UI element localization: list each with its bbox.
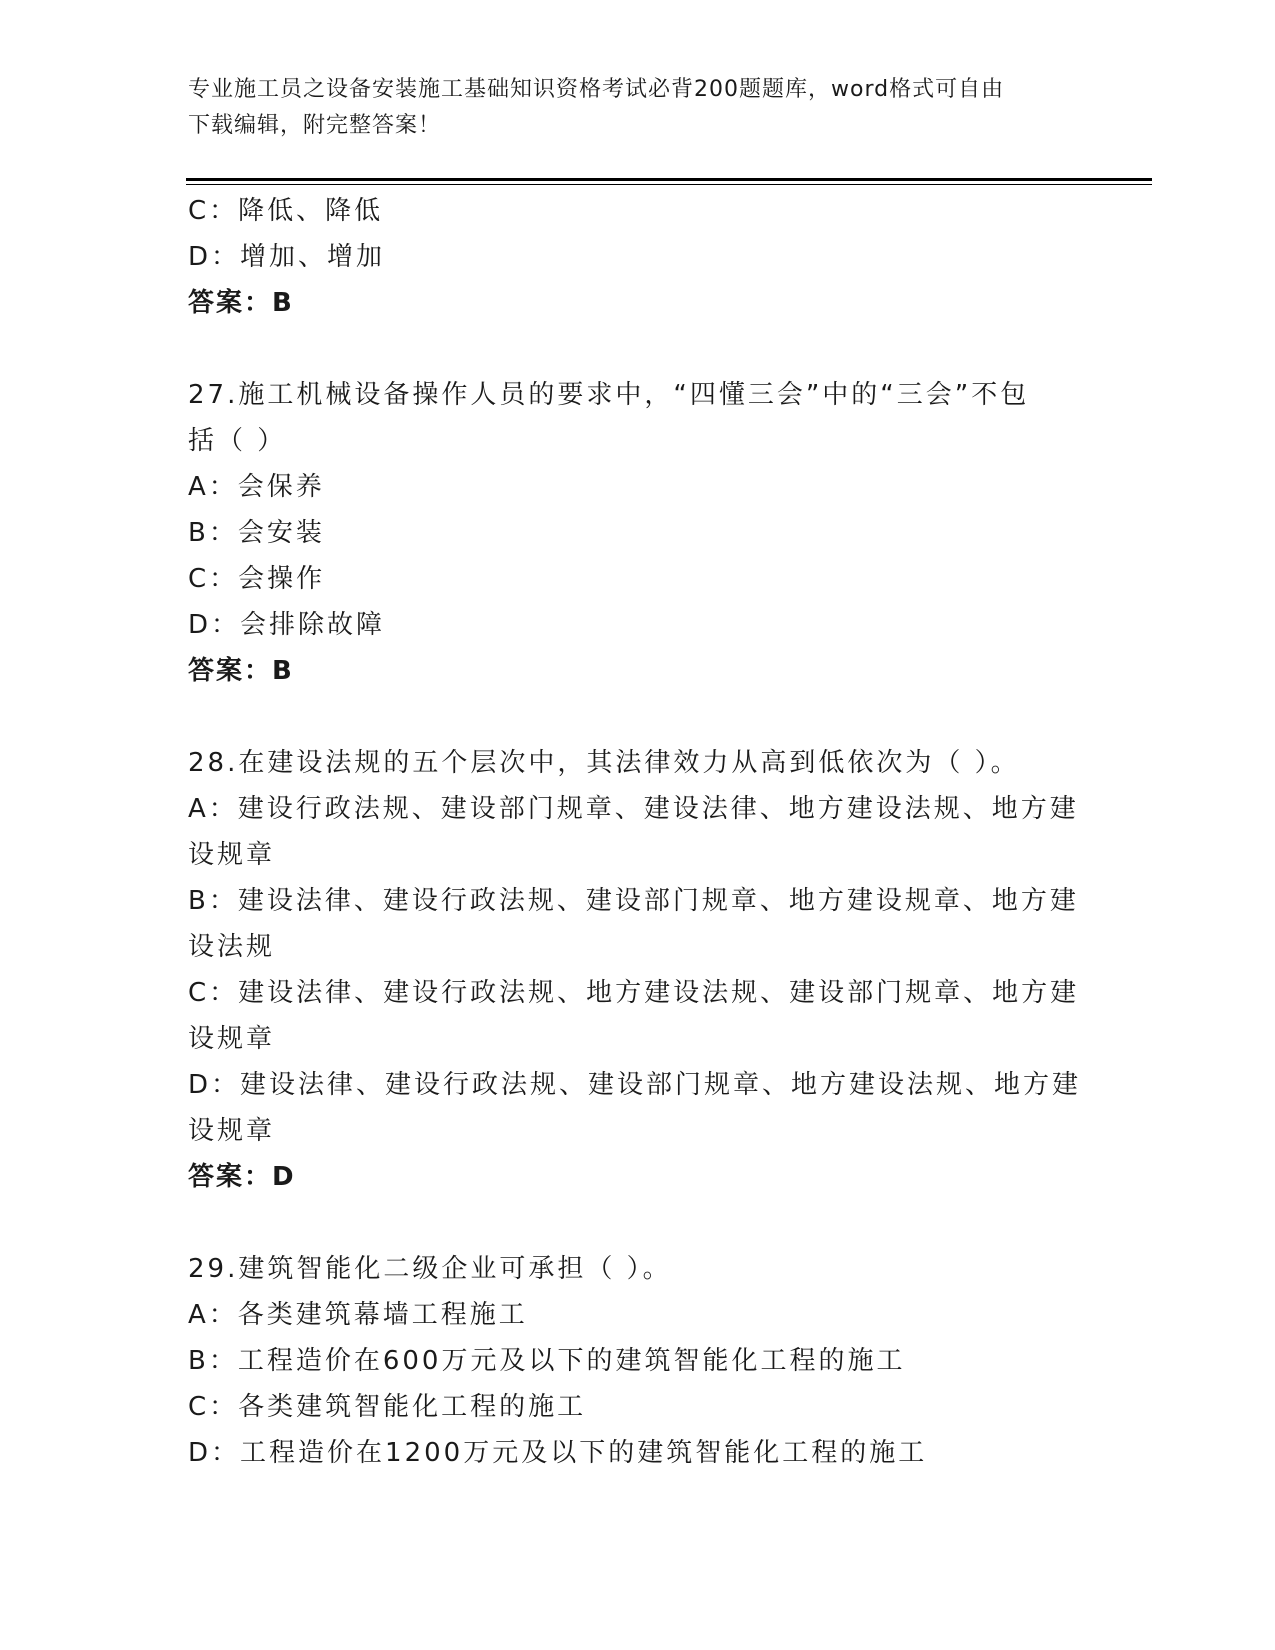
question-28-option-c-line-2: 设规章 xyxy=(188,1024,276,1054)
question-29-option-a: A：各类建筑幕墙工程施工 xyxy=(188,1300,528,1330)
question-27-answer: 答案：B xyxy=(188,656,294,686)
question-27-option-a: A：会保养 xyxy=(188,472,325,502)
spacer xyxy=(188,1200,1088,1246)
question-28-option-b-line-1: B：建设法律、建设行政法规、建设部门规章、地方建设规章、地方建 xyxy=(188,886,1079,916)
question-list xyxy=(188,188,1088,1476)
question-29-option-d: D：工程造价在1200万元及以下的建筑智能化工程的施工 xyxy=(188,1438,928,1468)
question-28-option-a-line-1: A：建设行政法规、建设部门规章、建设法律、地方建设法规、地方建 xyxy=(188,794,1079,824)
question-28 xyxy=(188,740,1088,1200)
question-29-option-b: B：工程造价在600万元及以下的建筑智能化工程的施工 xyxy=(188,1346,906,1376)
question-28-answer: 答案：D xyxy=(188,1162,296,1192)
question-26-answer: 答案：B xyxy=(188,288,294,318)
question-27 xyxy=(188,372,1088,694)
header-title-line-1: 专业施工员之设备安装施工基础知识资格考试必背200题题库，word格式可自由 xyxy=(188,77,1005,102)
spacer xyxy=(188,326,1088,372)
page-header xyxy=(188,72,1088,144)
question-26-option-d: D：增加、增加 xyxy=(188,242,386,272)
question-28-option-d-line-1: D：建设法律、建设行政法规、建设部门规章、地方建设法规、地方建 xyxy=(188,1070,1082,1100)
question-26-tail xyxy=(188,188,1088,326)
question-28-text: 28.在建设法规的五个层次中，其法律效力从高到低依次为（ ）。 xyxy=(188,748,1020,778)
header-divider-thick xyxy=(186,178,1152,181)
spacer xyxy=(188,694,1088,740)
question-29-option-c: C：各类建筑智能化工程的施工 xyxy=(188,1392,587,1422)
question-26-option-c: C：降低、降低 xyxy=(188,196,384,226)
question-27-option-c: C：会操作 xyxy=(188,564,326,594)
header-divider-thin xyxy=(186,184,1152,185)
question-27-text-line-1: 27.施工机械设备操作人员的要求中，“四懂三会”中的“三会”不包 xyxy=(188,380,1030,410)
question-27-text-line-2: 括（ ） xyxy=(188,426,287,456)
question-27-option-d: D：会排除故障 xyxy=(188,610,386,640)
question-29-text: 29.建筑智能化二级企业可承担（ ）。 xyxy=(188,1254,672,1284)
question-28-option-d-line-2: 设规章 xyxy=(188,1116,276,1146)
question-29 xyxy=(188,1246,1088,1476)
question-27-option-b: B：会安装 xyxy=(188,518,325,548)
question-28-option-b-line-2: 设法规 xyxy=(188,932,276,962)
header-title-line-2: 下载编辑，附完整答案！ xyxy=(188,113,442,138)
question-28-option-c-line-1: C：建设法律、建设行政法规、地方建设法规、建设部门规章、地方建 xyxy=(188,978,1080,1008)
question-28-option-a-line-2: 设规章 xyxy=(188,840,276,870)
